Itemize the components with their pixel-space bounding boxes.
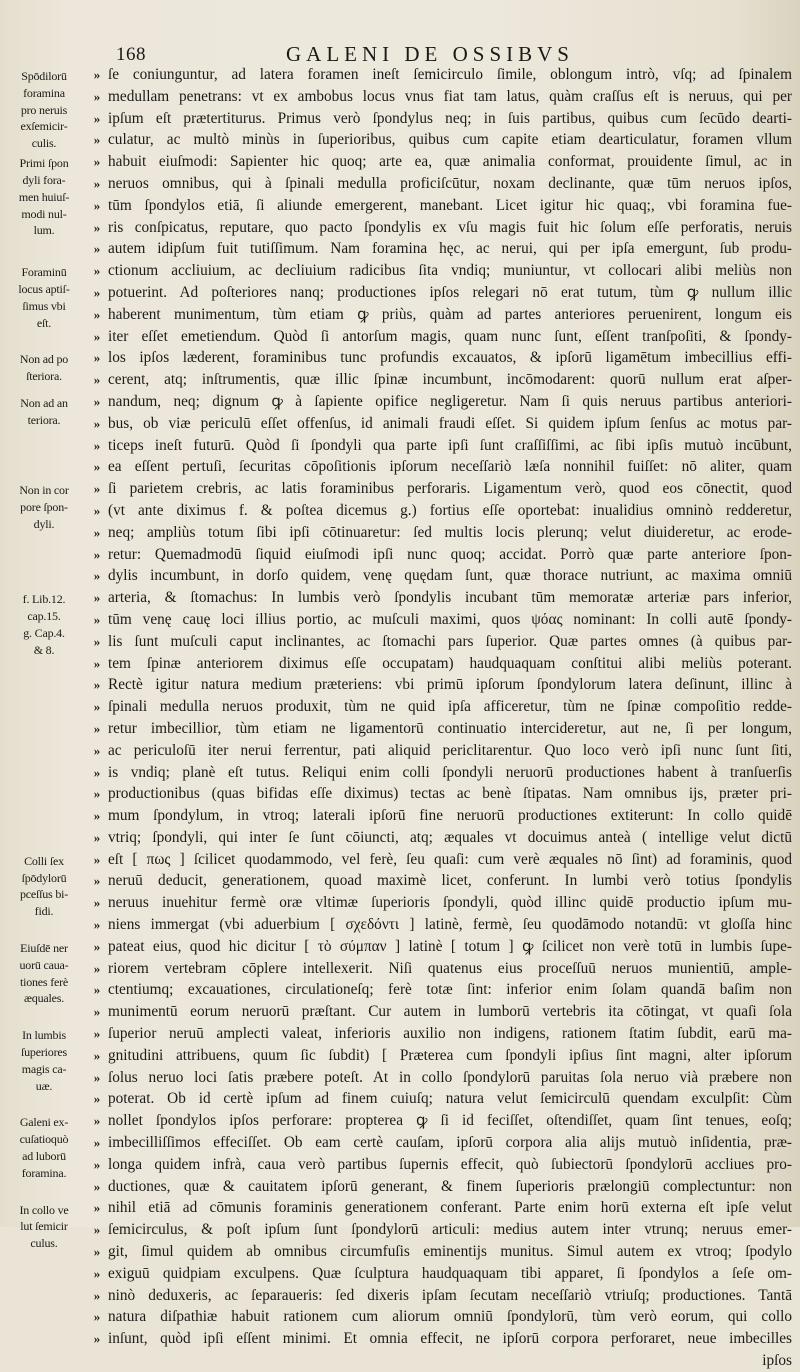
text-line: poterat. Ob id certè ipſum ad finem cuiuſq; natura velut ſemicirculū quendam exculpſit: Cùm xyxy=(108,1090,792,1108)
quotation-mark: » xyxy=(93,1091,101,1107)
quotation-mark: » xyxy=(93,459,101,475)
text-line: pateat eius, quod hic dicitur [ τὸ σύμπαν ] latinè [ totum ] ꝙ ſcilicet non verè totū in lumbis ſupe- xyxy=(108,937,792,955)
quotation-mark: » xyxy=(93,1069,101,1085)
text-line: medullam penetrans: vt ex ambobus locus vnus fiat tam latus, quàm craſſus eſt is neruus, qui per xyxy=(108,87,792,105)
quotation-mark: » xyxy=(93,154,101,170)
text-line: vtriq; ſpondyli, qui inter ſe ſunt cōiuncti, atq; æquales vt docuimus anteà ( intellige velut dictū xyxy=(108,828,792,846)
text-line: retur: Quemadmodū ſiquid eiuſmodi ipſi nunc quoq; accidat. Porrò quæ parte anteriore ſpon- xyxy=(108,545,792,563)
text-line: ipſum eſt prætertiturus. Primus verò ſpondylus neq; in ſuis partibus, quibus cum ſecūdo dearti- xyxy=(108,109,792,127)
text-line: mum ſpondylum, in vtroq; laterali ipſorū fine neruorū productiones extiterunt: In collo quidē xyxy=(108,807,792,825)
quotation-mark: » xyxy=(93,1156,101,1172)
text-line: habuit eiuſmodi: Sapienter hic quoq; arte ea, quæ animalia conformat, prouidente ſimul, ac in xyxy=(108,153,792,171)
text-line: haberent munimentum, tùm etiam ꝙ priùs, quàm ad partes anteriores peruenirent, longum eis xyxy=(108,305,792,323)
text-line: ductiones, quæ & cauitatem ipſorū generant, & finem ſuperioris prælongiū complectuntur: non xyxy=(108,1177,792,1195)
text-line: potuerint. Ad poſteriores nanq; productiones ipſos relegari nō erat tutum, tùm ꝙ nullum illic xyxy=(108,283,792,301)
text-line: ea eſſent pertuſi, ſecuritas cōpoſitionis ipſorum neceſſariò læſa nonnihil fuiſſet: nō aliter, quam xyxy=(108,458,792,476)
text-line: arteria, & ſtomachus: In lumbis verò ſpondylis incubant tūm memoratæ arteriæ pars inferior, xyxy=(108,589,792,607)
margin-note: Galeni ex- cuſatioquò ad luborū foramina. xyxy=(19,1115,69,1180)
margin-note: Primi ſpon dyli fora- men huiuſ- modi nul- lum. xyxy=(18,156,70,238)
text-line: Rectè igitur natura medium præteriens: vbi primū ipſorum ſpondylorum latera deſinunt, illinc à xyxy=(108,676,792,694)
text-line: ris conſpicatus, reputare, quo pacto ſpondylis ex vſu magis fuit hic ſolum eſſe perforatis, neruis xyxy=(108,218,792,236)
quotation-mark: » xyxy=(93,873,101,889)
quotation-mark: » xyxy=(93,1287,101,1303)
margin-note: In lumbis ſuperiores magis ca- uæ. xyxy=(21,1028,67,1093)
quotation-mark: » xyxy=(93,677,101,693)
quotation-mark: » xyxy=(93,1244,101,1260)
quotation-mark: » xyxy=(93,546,101,562)
quotation-mark: » xyxy=(93,241,101,257)
quotation-mark: » xyxy=(93,219,101,235)
quotation-mark: » xyxy=(93,415,101,431)
quotation-mark: » xyxy=(93,938,101,954)
running-head: GALENI DE OSSIBVS xyxy=(285,42,574,66)
quotation-mark: » xyxy=(93,895,101,911)
quotation-mark: » xyxy=(93,350,101,366)
quotation-mark: » xyxy=(93,1200,101,1216)
margin-note: f. Lib.12. cap.15. g. Cap.4. & 8. xyxy=(22,592,66,657)
text-line: nollet ſpondylos ipſos perforare: propterea ꝙ ſi id feciſſet, oſtendiſſet, quam ſint tenues, eoſq; xyxy=(108,1112,792,1130)
text-line: neruos omnibus, qui à ſpinali medulla proficiſcūtur, noxam declinante, quæ tūm neruos ipſos, xyxy=(108,174,792,192)
quotation-mark: » xyxy=(93,1135,101,1151)
body-text xyxy=(108,64,792,1372)
margin-note: Spōdilorū foramina pro neruis exſemicir- culis. xyxy=(20,69,68,151)
text-line: dylis incumbunt, in dorſo quidem, venę quędam ſunt, quæ thorace nutriunt, ac maxima omniū xyxy=(108,567,792,585)
text-line: ac periculoſū iter nerui ferrentur, pati aliquid periclitarentur. Quo loco verò ipſi nunc ſunt ſiti, xyxy=(108,741,792,759)
quotation-mark: » xyxy=(93,808,101,824)
quotation-mark: » xyxy=(93,524,101,540)
quotation-mark: » xyxy=(93,372,101,388)
text-line: nihil etiā ad cōmunis foraminis generationem conferant. Parte enim horū externa eſt ipſe velut xyxy=(108,1199,792,1217)
quotation-mark: » xyxy=(93,742,101,758)
quotation-mark: » xyxy=(93,982,101,998)
quotation-mark: » xyxy=(93,917,101,933)
text-line: ctentiumq; excauationes, circulationeſq; ferè totæ ſint: inferior enim ſolam quandā baſim non xyxy=(108,981,792,999)
quotation-marks-column xyxy=(86,64,108,1350)
quotation-mark: » xyxy=(93,764,101,780)
quotation-mark: » xyxy=(93,88,101,104)
margin-note: Non in cor pore ſpon- dyli. xyxy=(19,483,69,531)
text-line: productionibus (quas bifidas eſſe diximus) tectas ac benè ſtipatas. Nam omnibus ijs, præter pri- xyxy=(108,785,792,803)
text-line: eſt [ πως ] ſcilicet quodammodo, vel ferè, ſeu quaſi: cum verè æquales nō ſint) ad foraminis, quod xyxy=(108,850,792,868)
text-line: longa quidem infrà, caua verò partibus ſupernis effecit, quò ſubiectorū ſpondylorū accliues pro- xyxy=(108,1155,792,1173)
margin-note: Foraminū locus aptiſ- ſimus vbi eſt. xyxy=(18,265,70,330)
text-line: gnitudini attribuens, quum ſic ſubdit) [ Præterea cum ſpondyli ipſius ſint magni, alter ipſorum xyxy=(108,1046,792,1064)
quotation-mark: » xyxy=(93,1026,101,1042)
text-line: neq; ampliùs totum ſibi ipſi cōtinuaretur: ſed multis locis plerunq; velut diuideretur, ac erode- xyxy=(108,523,792,541)
margin-note: Colli ſex ſpōdylorū pceſſus bi- fidi. xyxy=(19,853,69,919)
quotation-mark: » xyxy=(93,960,101,976)
quotation-mark: » xyxy=(93,110,101,126)
quotation-mark: » xyxy=(93,1113,101,1129)
text-line: autem idipſum fuit tutiſſimum. Nam foramina hęc, ac nerui, qui per ipſa emergunt, ſub produ- xyxy=(108,240,792,258)
margin-note: In collo ve lut ſemicir culus. xyxy=(19,1202,69,1251)
quotation-mark: » xyxy=(93,175,101,191)
text-line: is vndiq; planè eſt tutus. Reliqui enim colli ſpondyli neruorū productiones habent à tranſuerſis xyxy=(108,763,792,781)
quotation-mark: » xyxy=(93,263,101,279)
quotation-mark: » xyxy=(93,568,101,584)
quotation-mark: » xyxy=(93,786,101,802)
text-line: iter eſſet emetiendum. Quòd ſi antorſum magis, quam nunc ſunt, eſſent tranſpoſiti, & ſpondy- xyxy=(108,327,792,345)
text-line: lis ſunt muſculi caput inclinantes, ac ſtomachi pars ſuperior. Quæ partes omnes (à quibus par- xyxy=(108,632,792,650)
quotation-mark: » xyxy=(93,393,101,409)
quotation-mark: » xyxy=(93,1309,101,1325)
quotation-mark: » xyxy=(93,851,101,867)
text-line: ſpinali medulla neruos produxit, tùm ne quid ipſa afficeretur, tùm ne ſpinæ compoſitio redde- xyxy=(108,698,792,716)
quotation-mark: » xyxy=(93,437,101,453)
text-line: ſolus neruo loci ſatis præbere poteſt. At in collo ſpondylorū paruitas ſola neruo vià præbere non xyxy=(108,1068,792,1086)
text-line: ticeps ineſt futurū. Quòd ſi ſpondyli qua parte ipſi ſunt craſſiſſimi, ac ſibi ipſis mutuò incūbunt, xyxy=(108,436,792,454)
text-line: niens immergat (vbi aduerbium [ σχεδόντι ] latinè, fermè, ſeu quodāmodo notandū: vt gloſſa hinc xyxy=(108,916,792,934)
quotation-mark: » xyxy=(93,132,101,148)
quotation-mark: » xyxy=(93,720,101,736)
text-line: exiguū quidpiam exculpens. Quæ ſculptura haudquaquam tibi apparet, ſi ſpondylos a ſeſe om- xyxy=(108,1264,792,1282)
text-line: imbecilliſſimos effeciſſet. Ob eam certè cauſam, ipſorū corpora alia alijs mutuò inſidentia, præ- xyxy=(108,1134,792,1152)
quotation-mark: » xyxy=(93,197,101,213)
text-line: tūm venę cauę loci illius portio, ac muſculi maximi, quos ψόας nominant: In colli autē ſpondy- xyxy=(108,610,792,628)
quotation-mark: » xyxy=(93,481,101,497)
text-line: ſuperior neruū amplecti valeat, inferioris auxilio non indigens, rationem ſtatim ſubdit, earū ma- xyxy=(108,1025,792,1043)
margin-note: Non ad an teriora. xyxy=(20,396,68,427)
text-line: bus, ob viæ periculū eſſet offenſus, id animali fraudi eſſet. Si quidem ipſum ſenſus ac motus par- xyxy=(108,414,792,432)
text-line: tūm ſpondylos etiā, ſi aliunde emergerent, manebant. Licet igitur hic quaq;, vbi foramina fue- xyxy=(108,196,792,214)
quotation-mark: » xyxy=(93,655,101,671)
page-number: 168 xyxy=(116,44,146,65)
text-line: retur imbecillior, tùm etiam ne ligamentorū continuatio intercideretur, aut ne, ſi per longum, xyxy=(108,719,792,737)
quotation-mark: » xyxy=(93,67,101,82)
text-line: neruū deducit, generationem, quoad maximè licet, conferunt. In lumbi verò totius ſpondylis xyxy=(108,872,792,890)
quotation-mark: » xyxy=(93,306,101,322)
quotation-mark: » xyxy=(93,1222,101,1238)
text-line: munimentū eorum neruorū præſtant. Cur autem in lumborū vertebris ita cōtingat, vt quaſi ſola xyxy=(108,1003,792,1021)
text-line: inſunt, quòd ipſi eſſent minimi. Et omnia effecit, ne ipſorū corpora perforaret, neue imbecilles xyxy=(108,1330,792,1348)
quotation-mark: » xyxy=(93,1265,101,1281)
text-line: ctionum accliuium, ac decliuium radicibus ſita vndiq; muniuntur, vt collocari alibi meliùs non xyxy=(108,262,792,280)
quotation-mark: » xyxy=(93,1047,101,1063)
quotation-mark: » xyxy=(93,502,101,518)
text-line: git, ſimul quidem ab omnibus circumfuſis eminentijs munitus. Simul autem ex vtroq; ſpodylo xyxy=(108,1243,792,1261)
text-line: ipſos xyxy=(762,1352,792,1370)
quotation-mark: » xyxy=(93,633,101,649)
quotation-mark: » xyxy=(93,590,101,606)
quotation-mark: » xyxy=(93,328,101,344)
quotation-mark: » xyxy=(93,829,101,845)
text-line: ſe coniunguntur, ad latera foramen ineſt ſemicirculo ſimile, oblongum intrò, vſq; ad ſpinalem xyxy=(108,66,792,83)
text-line: (vt ante diximus f. & poſtea dicemus g.) fortius eſſe oportebat: inualidius omninò redderetur, xyxy=(108,501,792,519)
text-line: natura diſpathiæ habuit rationem cum aliorum omniū ſpondylorū, tùm verò eorum, qui collo xyxy=(108,1308,792,1326)
text-line: ninò deduxeris, ac ſeparaueris: ſed dixeris ipſam ſecutam neceſſariò vtriuſq; productiones. Tantā xyxy=(108,1286,792,1304)
text-line: los ipſos læderent, foraminibus tunc profundis excauatos, & ipſorū ligamētum imbecillius effi- xyxy=(108,349,792,367)
margin-note: Eiuſdē ner uorū caua- tiones ferè æquales. xyxy=(19,941,69,1006)
text-line: cerent, atq; inſtrumentis, quæ illic ſpinæ incumbunt, incōmodarent: quorū nullum erat aſper- xyxy=(108,371,792,389)
quotation-mark: » xyxy=(93,611,101,627)
quotation-mark: » xyxy=(93,284,101,300)
text-line: tem ſpinæ anteriorem diximus eſſe occupatam) haudquaquam conſtitui alibi meliùs poterant. xyxy=(108,654,792,672)
text-line: nandum, neq; dignum ꝙ à ſapiente opifice negligeretur. Nam ſi quis neruus partibus anteriori- xyxy=(108,392,792,410)
quotation-mark: » xyxy=(93,1178,101,1194)
quotation-mark: » xyxy=(93,1331,101,1347)
text-line: culatur, ac multò minùs in ſuperioribus, quibus cum capite etiam dearticulatur, foramen vllum xyxy=(108,131,792,149)
quotation-mark: » xyxy=(93,699,101,715)
text-line: ſemicirculus, & poſt ipſum ſunt ſpondylorū articuli: medius autem inter vtrunq; neruus emer- xyxy=(108,1221,792,1239)
text-line: ſi parietem crebris, ac latis foraminibus perforaris. Ligamentum verò, quod eos cōnectit, quod xyxy=(108,480,792,498)
text-line: neruus inuehitur fermè oræ vltimæ ſuperioris ſpondyli, quòd illinc quidē productio ipſum mu- xyxy=(108,894,792,912)
margin-note: Non ad po ſteriora. xyxy=(19,352,69,384)
quotation-mark: » xyxy=(93,1004,101,1020)
text-line: riorem vertebram cōplere intellexerit. Niſi quatenus eius proceſſuū neruos munientiū, ample- xyxy=(108,959,792,977)
